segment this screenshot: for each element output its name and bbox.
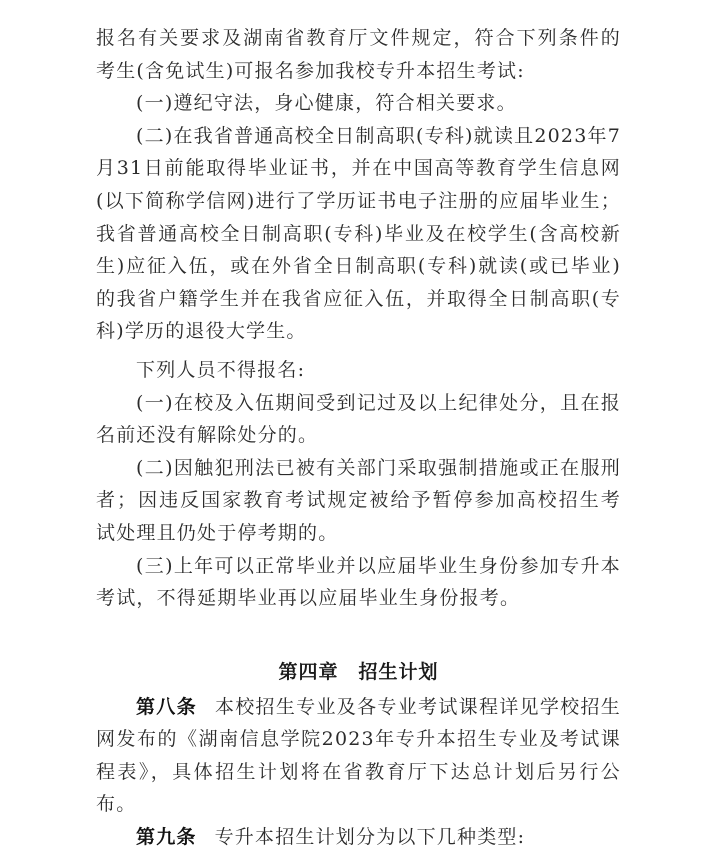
paragraph-exclusions-title: 下列人员不得报名: — [136, 358, 306, 381]
paragraph-condition-1: (一)遵纪守法，身心健康，符合相关要求。 — [136, 92, 517, 115]
paragraph-condition-2: (二)在我省普通高校全日制高职(专科)就读且2023年7月31日前能取得毕业证书，并在中国高等教育学生信息网(以下简称学信网)进行了学历证书电子注册的应届毕业生；我省普通高校全日制高职(专科)毕业及在校学生(含高校新生)应征入伍，或在外省全日制高职(专科)就读(或已毕业)的我省户籍学生并在我省应征入伍，并取得全日制高职(专科)学历的退役大学生。 — [96, 124, 621, 343]
paragraph-exclusion-2: (二)因触犯刑法已被有关部门采取强制措施或正在服刑者；因违反国家教育考试规定被给予暂停参加高校招生考试处理且仍处于停考期的。 — [96, 456, 621, 544]
article-8 — [96, 691, 621, 821]
article-9 — [96, 821, 621, 854]
article-9-label: 第九条 — [136, 826, 197, 849]
article-9-text: 专升本招生计划分为以下几种类型: — [214, 826, 526, 849]
document-page — [96, 22, 621, 854]
article-8-text: 本校招生专业及各专业考试课程详见学校招生网发布的《湖南信息学院2023年专升本招生专业及考试课程表》，具体招生计划将在省教育厅下达总计划后另行公布。 — [96, 695, 621, 816]
chapter-heading: 第四章 招生计划 — [278, 660, 439, 683]
article-8-label: 第八条 — [136, 695, 197, 718]
paragraph-exclusion-3: (三)上年可以正常毕业并以应届毕业生身份参加专升本考试，不得延期毕业再以应届毕业生身份报考。 — [96, 554, 621, 610]
paragraph-intro: 报名有关要求及湖南省教育厅文件规定，符合下列条件的考生(含免试生)可报名参加我校专升本招生考试: — [96, 27, 621, 82]
paragraph-exclusion-1: (一)在校及入伍期间受到记过及以上纪律处分，且在报名前还没有解除处分的。 — [96, 391, 621, 447]
